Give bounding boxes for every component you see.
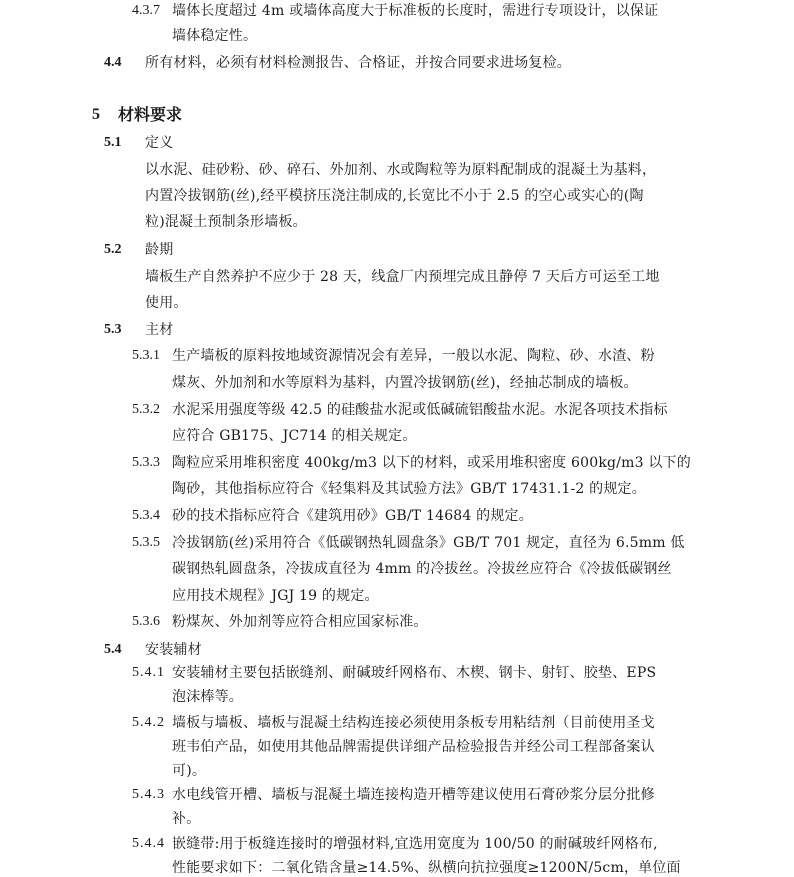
clause-number-5-3-5: 5.3.5 xyxy=(132,535,160,550)
clause-text-line: 粒)混凝土预制条形墙板。 xyxy=(145,214,307,230)
clause-text-line: 应用技术规程》JGJ 19 的规定。 xyxy=(172,588,379,604)
clause-text-line: 粉煤灰、外加剂等应符合相应国家标准。 xyxy=(172,614,428,630)
clause-text-line: 碳钢热轧圆盘条，冷拔成直径为 4mm 的冷拔丝。冷拔丝应符合《冷拔低碳钢丝 xyxy=(172,561,672,577)
clause-text-line: 应符合 GB175、JC714 的相关规定。 xyxy=(172,428,417,444)
clause-title: 定义 xyxy=(145,135,174,151)
clause-text-line: 性能要求如下：二氧化锆含量≥14.5%、纵横向抗拉强度≥1200N/5cm，单位面 xyxy=(172,860,681,876)
clause-title: 安装辅材 xyxy=(145,642,202,658)
clause-text-line: 使用。 xyxy=(145,295,188,311)
clause-text-line: 泡沫棒等。 xyxy=(172,689,243,705)
clause-title: 主材 xyxy=(145,322,174,338)
clause-number-5-2: 5.2 xyxy=(104,242,122,257)
clause-text-line: 安装辅材主要包括嵌缝剂、耐碱玻纤网格布、木楔、钢卡、射钉、胶垫、EPS xyxy=(172,665,657,681)
clause-text-line: 以水泥、硅砂粉、砂、碎石、外加剂、水或陶粒等为原料配制成的混凝土为基料， xyxy=(145,162,657,178)
clause-text-line: 墙板生产自然养护不应少于 28 天，线盒厂内预埋完成且静停 7 天后方可运至工地 xyxy=(145,269,660,285)
clause-text-line: 冷拔钢筋(丝)采用符合《低碳钢热轧圆盘条》GB/T 701 规定，直径为 6.5mm 低 xyxy=(172,535,685,551)
clause-text-line: 煤灰、外加剂和水等原料为基料，内置冷拔钢筋(丝)，经抽芯制成的墙板。 xyxy=(172,375,638,391)
clause-text-line: 陶粒应采用堆积密度 400kg/m3 以下的材料，或采用堆积密度 600kg/m3 以下的 xyxy=(172,455,691,471)
clause-text-line: 水电线管开槽、墙板与混凝土墙连接构造开槽等建议使用石膏砂浆分层分批修 xyxy=(172,787,655,803)
clause-number-5-1: 5.1 xyxy=(104,135,122,150)
clause-text-line: 可)。 xyxy=(172,763,207,779)
clause-number-5-4-4: 5.4.4 xyxy=(132,836,165,851)
clause-text-line: 所有材料，必须有材料检测报告、合格证，并按合同要求进场复检。 xyxy=(145,55,571,71)
clause-text-line: 班韦伯产品，如使用其他品牌需提供详细产品检验报告并经公司工程部备案认 xyxy=(172,739,655,755)
clause-text-line: 陶砂，其他指标应符合《轻集料及其试验方法》GB/T 17431.1-2 的规定。 xyxy=(172,481,646,497)
clause-text-line: 水泥采用强度等级 42.5 的硅酸盐水泥或低碱硫铝酸盐水泥。水泥各项技术指标 xyxy=(172,402,668,418)
clause-text-line: 补。 xyxy=(172,811,201,827)
clause-text-line: 嵌缝带:用于板缝连接时的增强材料,宜选用宽度为 100/50 的耐碱玻纤网格布, xyxy=(172,836,658,852)
clause-number-5-3-6: 5.3.6 xyxy=(132,614,160,629)
clause-text-line: 砂的技术指标应符合《建筑用砂》GB/T 14684 的规定。 xyxy=(172,508,533,524)
clause-number-5-4-1: 5.4.1 xyxy=(132,665,165,680)
clause-number-4-3-7: 4.3.7 xyxy=(132,3,160,18)
clause-number-5-3-2: 5.3.2 xyxy=(132,402,160,417)
section-number-5: 5 xyxy=(92,106,100,123)
clause-number-5-3-1: 5.3.1 xyxy=(132,348,160,363)
clause-text-line: 墙板与墙板、墙板与混凝土结构连接必须使用条板专用粘结剂（目前使用圣戈 xyxy=(172,715,655,731)
clause-number-5-4: 5.4 xyxy=(104,642,122,657)
clause-number-5-4-3: 5.4.3 xyxy=(132,787,165,802)
clause-number-5-3: 5.3 xyxy=(104,322,122,337)
clause-number-4-4: 4.4 xyxy=(104,55,122,70)
clause-text-line: 墙体长度超过 4m 或墙体高度大于标准板的长度时，需进行专项设计，以保证 xyxy=(172,3,659,19)
clause-number-5-4-2: 5.4.2 xyxy=(132,715,165,730)
clause-text-line: 内置冷拔钢筋(丝),经平模挤压浇注制成的,长宽比不小于 2.5 的空心或实心的(陶 xyxy=(145,188,644,204)
clause-title: 龄期 xyxy=(145,242,174,258)
clause-text-line: 生产墙板的原料按地域资源情况会有差异，一般以水泥、陶粒、砂、水渣、粉 xyxy=(172,348,655,364)
clause-text-line: 墙体稳定性。 xyxy=(172,28,258,44)
section-title: 材料要求 xyxy=(118,105,183,124)
clause-number-5-3-3: 5.3.3 xyxy=(132,455,160,470)
clause-number-5-3-4: 5.3.4 xyxy=(132,508,160,523)
